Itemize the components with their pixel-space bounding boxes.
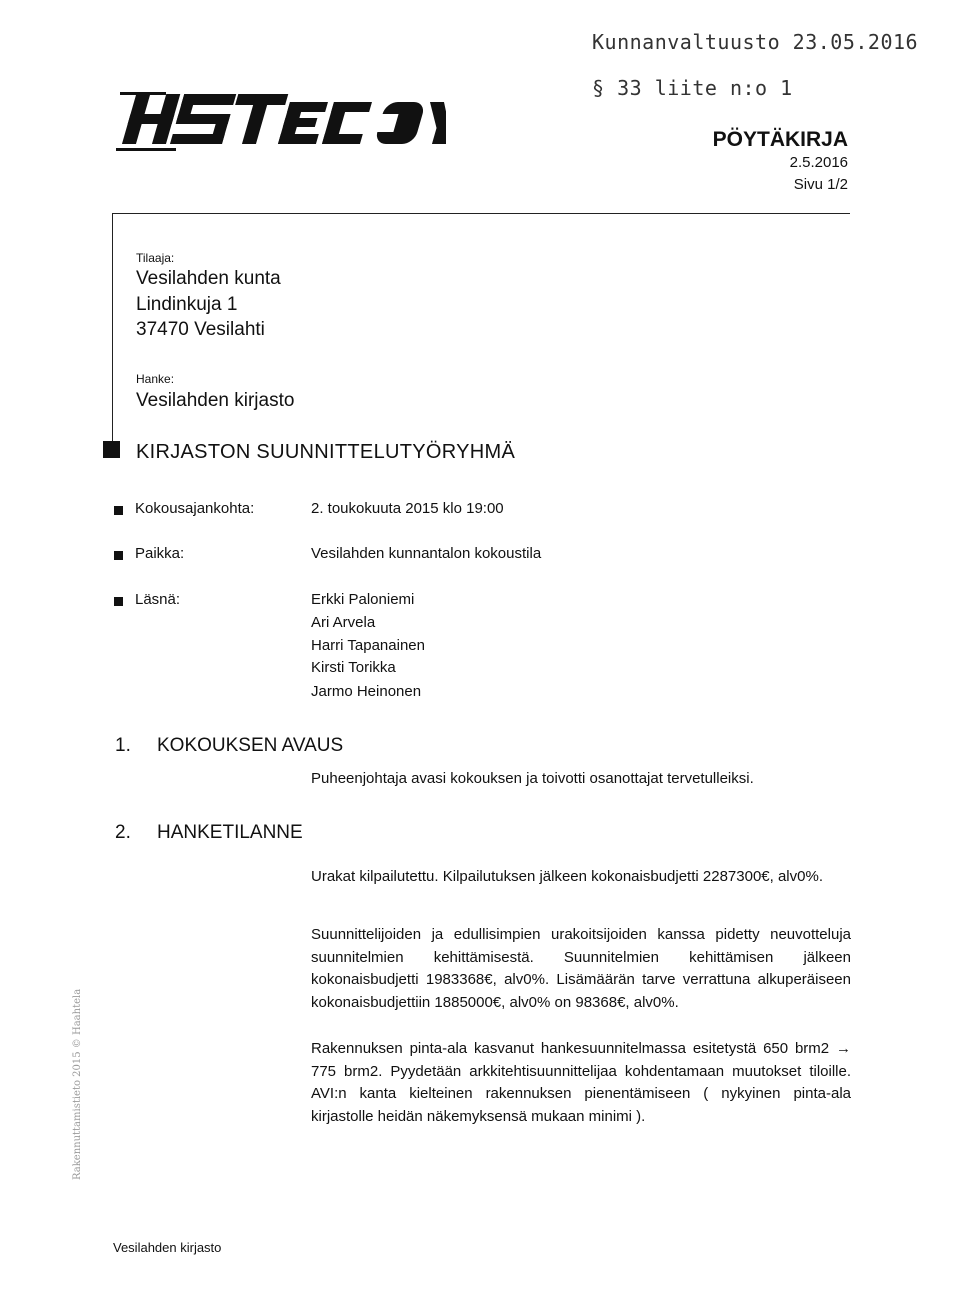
header-rule [112, 213, 850, 214]
section-number: 2. [115, 822, 131, 843]
section-title: KOKOUKSEN AVAUS [157, 735, 344, 756]
company-logo [116, 88, 446, 158]
side-watermark: Rakennuttamistieto 2015 © Haahtela [72, 988, 83, 1180]
attendee: Erkki Paloniemi [311, 591, 415, 608]
heading-marker [103, 441, 120, 458]
stamp-appendix: § 33 liite n:o 1 [592, 76, 793, 100]
meeting-place-label: Paikka: [135, 545, 185, 562]
client-city: 37470 Vesilahti [136, 319, 265, 340]
section-paragraph: Urakat kilpailutettu. Kilpailutuksen jälkeen kokonaisbudjetti 2287300€, alv0%. [311, 868, 823, 885]
document-date: 2.5.2016 [789, 154, 848, 171]
meeting-place-value: Vesilahden kunnantalon kokoustila [311, 545, 542, 562]
attendees-label: Läsnä: [135, 591, 181, 608]
project-name: Vesilahden kirjasto [136, 390, 295, 411]
document-type: PÖYTÄKIRJA [712, 128, 848, 151]
attendee: Kirsti Torikka [311, 659, 396, 676]
client-name: Vesilahden kunta [136, 268, 281, 289]
section-paragraph: Rakennuksen pinta-ala kasvanut hankesuunnitelmassa esitetystä 650 brm2 → 775 brm2. Pyydetään arkkitehtisuunnittelijaa kohdentamaan muutokset tiloille. AVI:n kanta kielteinen rakennuksen pienentämiseen ( nykyinen pinta-ala kirjastolle heidän näkemyksensä mukaan minimi ). [311, 1040, 851, 1125]
section-paragraph: Suunnittelijoiden ja edullisimpien urakoitsijoiden kanssa pidetty neuvotteluja suunnitelmien kehittämisestä. Suunnitelmien kehittämisen jälkeen kokonaisbudjetti 1983368€, alv0%. Lisämäärän tarve verrattuna alkuperäiseen kokonaisbudjettiin 1885000€, alv0% on 98368€, alv0%. [311, 926, 851, 1011]
client-label: Tilaaja: [136, 251, 175, 265]
page-number: Sivu 1/2 [793, 176, 848, 193]
attendee: Jarmo Heinonen [311, 683, 422, 700]
meeting-time-label: Kokousajankohta: [135, 500, 255, 517]
attendee: Ari Arvela [311, 614, 376, 631]
attendee: Harri Tapanainen [311, 637, 425, 654]
bullet-square [114, 506, 123, 515]
meeting-time-value: 2. toukokuuta 2015 klo 19:00 [311, 500, 504, 517]
section-number: 1. [115, 735, 131, 756]
stamp-council-date: Kunnanvaltuusto 23.05.2016 [592, 30, 919, 54]
bullet-square [114, 551, 123, 560]
section-title: HANKETILANNE [157, 822, 303, 843]
page-footer: Vesilahden kirjasto [113, 1240, 222, 1255]
bullet-square [114, 597, 123, 606]
frame-rule [112, 213, 113, 453]
document-heading: KIRJASTON SUUNNITTELUTYÖRYHMÄ [136, 441, 516, 463]
section-paragraph: Puheenjohtaja avasi kokouksen ja toivotti osanottajat tervetulleiksi. [311, 770, 754, 787]
client-street: Lindinkuja 1 [136, 294, 238, 315]
project-label: Hanke: [136, 372, 175, 386]
